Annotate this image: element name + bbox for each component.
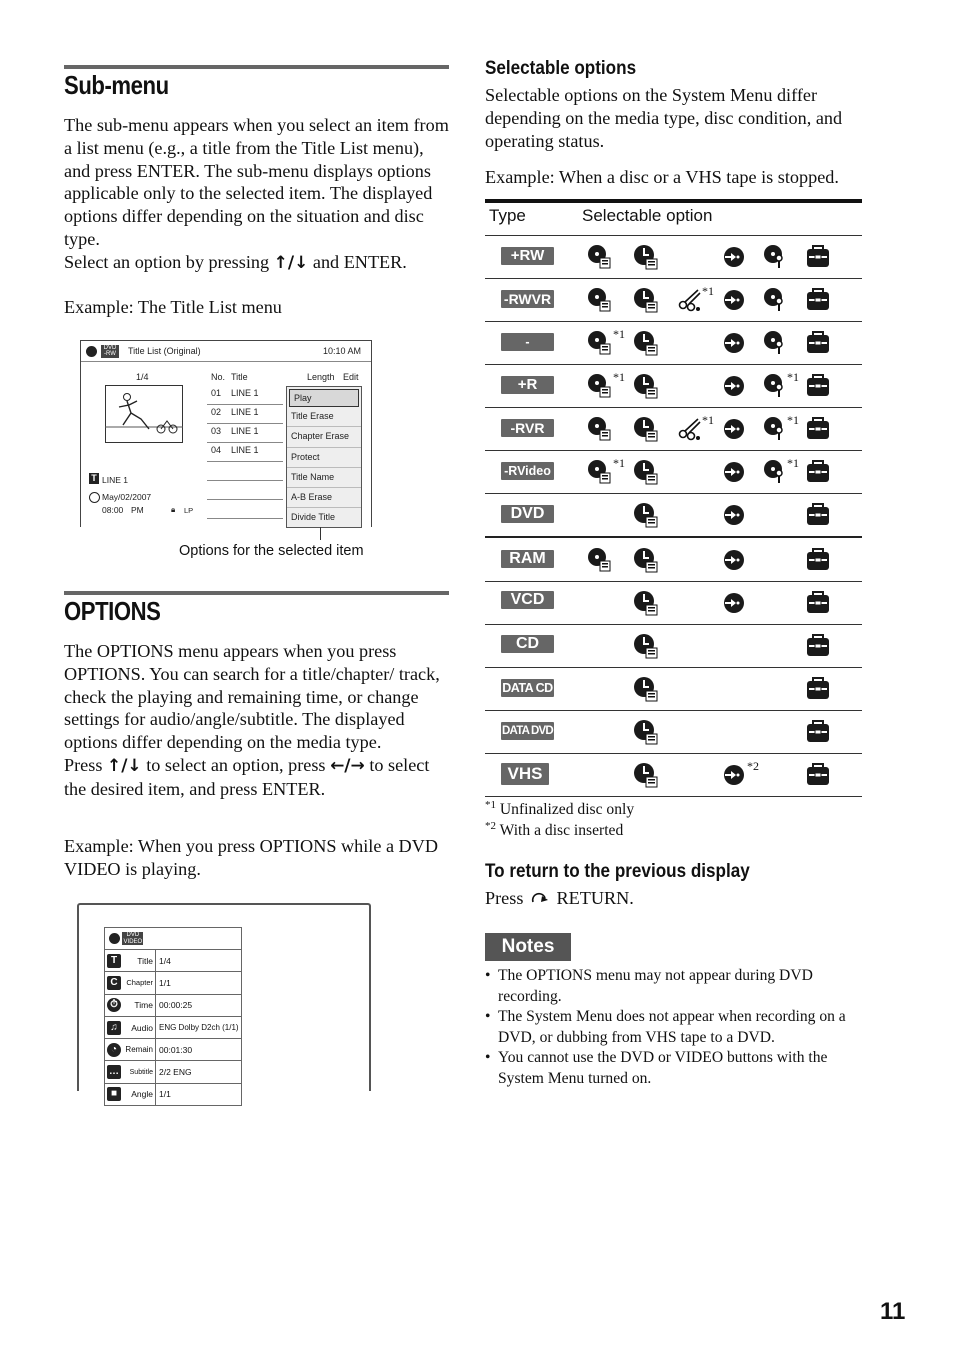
media-badge: CD: [501, 635, 554, 653]
options-body-text: The OPTIONS menu appears when you press OPTIONS. You can search for a title/chapter/ track, check the playing and remaining time, or change settings for audio/angle/subtitle. The displayed options differ depending on the media type.: [64, 641, 440, 753]
media-badge: VHS: [501, 763, 549, 785]
lock-icon: 🔒︎: [171, 505, 176, 514]
return-label: RETURN.: [556, 888, 634, 908]
media-row-minus-r-video: [485, 451, 862, 494]
submenu-caption: Options for the selected item: [179, 543, 364, 559]
dubbing-icon: [721, 287, 747, 313]
info-title: LINE 1: [102, 475, 128, 485]
disc-setting-icon: [763, 373, 789, 399]
submenu-item-title-name[interactable]: Title Name: [287, 468, 361, 488]
title-list-icon: [587, 547, 613, 573]
options-press-mid: to select an option, press: [146, 754, 326, 775]
submenu-popup: [286, 386, 362, 528]
option-label: Audio: [123, 1016, 156, 1038]
media-badge: RAM: [501, 550, 554, 568]
media-row-vcd: [485, 582, 862, 625]
info-date: May/02/2007: [102, 492, 152, 502]
option-value: 1/4: [156, 950, 242, 972]
return-icon: [528, 890, 552, 906]
submenu-heading: Sub-menu: [64, 70, 169, 100]
dvd-badge-top: DVD: [103, 345, 117, 351]
submenu-body-text: The sub-menu appears when you select an item from a list menu (e.g., a title from the Title List menu), and press ENTER. The sub-menu displays options applicable only to the selected item. The displayed options differ depending on the situation and disc type.: [64, 115, 449, 249]
dubbing-icon: [721, 547, 747, 573]
media-row-dvd: [485, 494, 862, 538]
option-label: Subtitle: [123, 1061, 156, 1083]
dvd-badge-bottom: VIDEO: [123, 938, 143, 945]
submenu-select-suffix: and ENTER.: [312, 251, 407, 272]
option-label: Angle: [123, 1083, 156, 1105]
media-badge: +RW: [501, 247, 554, 265]
clock-icon: [89, 492, 100, 503]
disc-setting-icon: [763, 330, 789, 356]
info-mode: LP: [184, 506, 194, 515]
options-heading: OPTIONS: [64, 596, 161, 626]
chapter-icon: C: [107, 976, 121, 990]
up-down-arrow-icon: ↑/↓: [273, 252, 309, 273]
option-label: Chapter: [123, 972, 156, 994]
media-row-ram: [485, 539, 862, 582]
footnote-1-text: Unfinalized disc only: [499, 801, 635, 819]
title-icon: T: [107, 954, 121, 968]
option-label: Time: [123, 994, 156, 1016]
col-no: No.: [211, 372, 226, 382]
media-badge: -RVR: [501, 419, 554, 437]
disc-setting-icon: [763, 287, 789, 313]
title-list-icon: [587, 373, 613, 399]
footnote-mark: *1: [787, 456, 799, 470]
media-row-plus-r: [485, 365, 862, 408]
timer-icon: [633, 762, 659, 788]
title-row-empty-3: [207, 499, 283, 519]
media-row-plus-rw: [485, 236, 862, 279]
setup-icon: [805, 287, 831, 313]
setup-icon: [805, 676, 831, 702]
row-no: 02: [211, 407, 222, 417]
title-t-icon: T: [89, 473, 99, 484]
setup-icon: [805, 373, 831, 399]
title-row-empty-1: [207, 461, 283, 481]
footnote-2: [485, 820, 623, 840]
title-list-icon: [587, 330, 613, 356]
media-badge: DATA DVD: [501, 722, 554, 740]
disc-icon: [86, 346, 97, 357]
timer-icon: [633, 547, 659, 573]
subtitle-icon: …: [109, 1066, 119, 1078]
title-list-icon: [587, 244, 613, 270]
setup-icon: [805, 330, 831, 356]
dubbing-icon: [721, 373, 747, 399]
title-list-bar: [81, 341, 371, 362]
setup-icon: [805, 590, 831, 616]
row-no: 04: [211, 445, 222, 455]
disc-icon: [109, 933, 120, 944]
disc-setting-icon: [763, 244, 789, 270]
timer-icon: [633, 287, 659, 313]
submenu-item-title-erase[interactable]: Title Erase: [287, 407, 361, 427]
media-row-minus-rw-video: [485, 322, 862, 365]
media-badge: DATA CD: [502, 681, 553, 695]
remain-icon: ◔: [107, 1043, 121, 1057]
timer-icon: [633, 416, 659, 442]
col-title: Title: [231, 372, 248, 382]
submenu-item-play[interactable]: Play: [289, 389, 359, 407]
footnote-mark: *1: [613, 327, 625, 341]
option-value: 00:01:30: [156, 1039, 242, 1061]
footnote-mark: *2: [747, 759, 759, 773]
notes-label: Notes: [485, 933, 571, 961]
media-badge: +R: [501, 376, 554, 394]
timer-icon: [633, 373, 659, 399]
options-row-angle[interactable]: [105, 1083, 242, 1105]
footnote-2-text: With a disc inserted: [499, 822, 624, 840]
title-list-icon: [587, 287, 613, 313]
dubbing-icon: [721, 330, 747, 356]
row-title: LINE 1: [231, 445, 259, 455]
media-row-data-cd: [485, 668, 862, 711]
options-example: Example: When you press OPTIONS while a DVD VIDEO is playing.: [64, 836, 438, 879]
footnote-1-mark: *1: [485, 799, 496, 811]
angle-icon: ■: [107, 1087, 121, 1101]
selectable-body: Selectable options on the System Menu differ depending on the media type, disc condition, and operating status.: [485, 85, 843, 151]
info-time: 08:00: [102, 505, 124, 515]
dubbing-icon: [721, 590, 747, 616]
note-item: • The OPTIONS menu may not appear during DVD recording.: [485, 966, 875, 1007]
timer-icon: [633, 719, 659, 745]
title-row-3[interactable]: [207, 423, 283, 443]
setup-icon: [805, 762, 831, 788]
submenu-item-divide-title[interactable]: Divide Title: [291, 512, 336, 523]
dvd-badge-bottom: -RW: [104, 351, 116, 357]
option-label: Title: [123, 950, 156, 972]
option-value: 00:00:25: [156, 994, 242, 1016]
col-length: Length: [307, 372, 335, 382]
note-item: • The System Menu does not appear when recording on a DVD, or dubbing from VHS tape to a DVD.: [485, 1007, 875, 1048]
options-header-row: [105, 928, 242, 950]
setup-icon: [805, 719, 831, 745]
options-row-chapter[interactable]: [105, 972, 242, 994]
title-row-1[interactable]: [207, 385, 283, 405]
media-row-data-dvd: [485, 711, 862, 754]
options-press-suffix: to select the desired item, and press ENTER.: [64, 754, 430, 799]
submenu-example: Example: The Title List menu: [64, 297, 282, 317]
selectable-example: Example: When a disc or a VHS tape is stopped.: [485, 167, 839, 187]
media-badge: -RWVideo: [501, 335, 556, 367]
dubbing-icon: [721, 762, 747, 788]
option-label: Remain: [123, 1039, 156, 1061]
return-heading: To return to the previous display: [485, 861, 750, 882]
submenu-select-prefix: Select an option by pressing: [64, 251, 270, 272]
row-title: LINE 1: [231, 388, 259, 398]
dubbing-icon: [721, 244, 747, 270]
footnote-mark: *1: [613, 456, 625, 470]
options-row-subtitle[interactable]: [105, 1061, 242, 1083]
submenu-select-line: [64, 251, 452, 275]
table-top-rule: [485, 199, 862, 203]
edit-scissors-icon: [678, 416, 704, 442]
title-list-title: Title List (Original): [128, 346, 201, 356]
row-no: 01: [211, 388, 222, 398]
left-right-arrow-icon: ←/→: [330, 755, 365, 776]
thumbnail-image: [105, 385, 183, 443]
footnote-mark: *1: [702, 284, 714, 298]
setup-icon: [805, 547, 831, 573]
footnote-mark: *1: [702, 413, 714, 427]
up-down-arrow-icon: ↑/↓: [106, 755, 142, 776]
timer-icon: [633, 330, 659, 356]
dvd-video-badge: [122, 932, 143, 945]
dubbing-icon: [721, 502, 747, 528]
notes-list: [485, 966, 875, 1090]
dubbing-icon: [721, 416, 747, 442]
options-press-prefix: Press: [64, 754, 103, 775]
timer-icon: [633, 244, 659, 270]
timer-icon: [633, 502, 659, 528]
note-item: • You cannot use the DVD or VIDEO buttons with the System Menu turned on.: [485, 1048, 875, 1089]
return-press: Press: [485, 888, 524, 908]
dubbing-icon: [721, 459, 747, 485]
row-title: LINE 1: [231, 407, 259, 417]
submenu-rule: [64, 65, 449, 69]
row-no: 03: [211, 426, 222, 436]
timer-icon: [633, 633, 659, 659]
return-line: [485, 887, 634, 910]
title-row-empty-2: [207, 480, 283, 500]
option-value: ENG Dolby D2ch (1/1): [156, 1016, 242, 1038]
options-press-line: [64, 754, 452, 801]
selectable-heading: Selectable options: [485, 58, 637, 79]
timer-icon: [633, 676, 659, 702]
row-title: LINE 1: [231, 426, 259, 436]
media-badge: DVD: [501, 505, 554, 523]
dvd-rw-badge: [101, 345, 119, 358]
dvd-badge-top: DVD: [126, 932, 140, 938]
audio-icon: ♫: [107, 1021, 121, 1035]
options-row-audio[interactable]: [105, 1016, 242, 1038]
option-value: 1/1: [156, 1083, 242, 1105]
options-row-title[interactable]: [105, 950, 242, 972]
footnote-mark: *1: [787, 413, 799, 427]
media-row-vhs: [485, 754, 862, 797]
title-list-icon: [587, 459, 613, 485]
options-menu-table: [104, 927, 242, 1106]
option-value: 1/1: [156, 972, 242, 994]
submenu-item-chapter-erase[interactable]: Chapter Erase: [287, 427, 361, 447]
footnote-mark: *1: [613, 370, 625, 384]
options-row-remain[interactable]: [105, 1039, 242, 1061]
option-value: 2/2 ENG: [156, 1061, 242, 1083]
timer-icon: [633, 590, 659, 616]
time-icon: ⏱: [107, 998, 121, 1012]
options-rule: [64, 591, 449, 595]
disc-setting-icon: [763, 416, 789, 442]
title-row-4[interactable]: [207, 442, 283, 462]
info-ampm: PM: [131, 505, 144, 515]
clock-time: 10:10 AM: [323, 346, 362, 356]
page-number: 11: [880, 1298, 906, 1325]
footnote-2-mark: *2: [485, 820, 496, 832]
options-body: [64, 640, 452, 801]
title-list-screen: [80, 340, 372, 527]
caption-pointer: [320, 527, 321, 540]
options-row-time[interactable]: [105, 994, 242, 1016]
submenu-body: [64, 114, 452, 275]
media-row-minus-rw-vr: [485, 279, 862, 322]
media-badge: -RWVR: [501, 290, 554, 308]
submenu-item-protect[interactable]: Protect: [287, 448, 361, 468]
title-list-icon: [587, 416, 613, 442]
media-badge: -RVideo: [501, 462, 554, 480]
setup-icon: [805, 244, 831, 270]
media-row-cd: [485, 625, 862, 668]
timer-icon: [633, 459, 659, 485]
submenu-item-ab-erase[interactable]: A-B Erase: [287, 488, 361, 508]
footnote-mark: *1: [787, 370, 799, 384]
col-type: Type: [489, 206, 526, 225]
page-counter: 1/4: [136, 372, 149, 382]
title-row-2[interactable]: [207, 404, 283, 424]
setup-icon: [805, 459, 831, 485]
setup-icon: [805, 502, 831, 528]
footnote-1: [485, 799, 634, 819]
disc-setting-icon: [763, 459, 789, 485]
media-row-minus-r-vr: [485, 408, 862, 451]
col-selectable-option: Selectable option: [582, 206, 713, 225]
setup-icon: [805, 416, 831, 442]
setup-icon: [805, 633, 831, 659]
media-badge: VCD: [501, 591, 554, 609]
col-edit: Edit: [343, 372, 359, 382]
edit-scissors-icon: [678, 287, 704, 313]
